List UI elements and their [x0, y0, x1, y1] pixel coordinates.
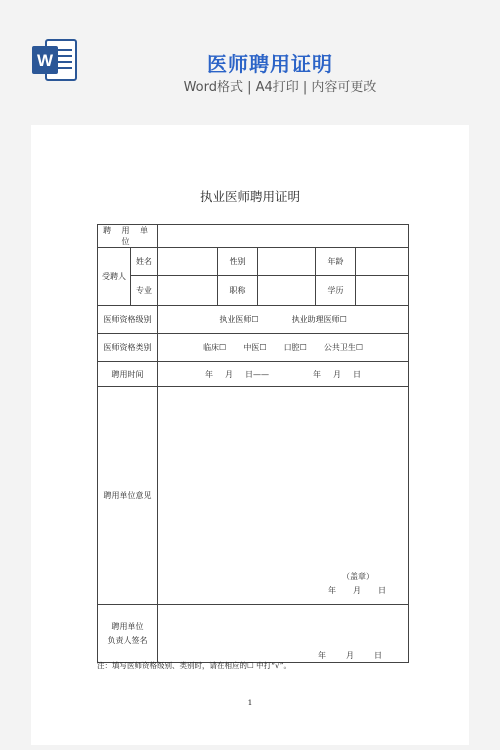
field-position[interactable]: [258, 276, 316, 306]
label-position: 职称: [218, 276, 258, 306]
label-employer-opinion: 聘用单位意见: [98, 387, 158, 605]
option-practicing-physician[interactable]: 执业医师☐: [219, 315, 259, 324]
label-qualification-type: 医师资格类别: [98, 334, 158, 362]
field-qualification-level[interactable]: [158, 306, 409, 334]
option-clinical[interactable]: 临床☐: [203, 343, 227, 352]
label-education: 学历: [316, 276, 356, 306]
label-qualification-level: 医师资格级别: [98, 306, 158, 334]
field-hire-time[interactable]: 年 月 日—— 年 月 日: [158, 362, 409, 387]
field-employer-opinion[interactable]: （盖章） 年 月 日: [158, 387, 409, 605]
option-tcm[interactable]: 中医☐: [243, 343, 267, 352]
field-age[interactable]: [356, 248, 409, 276]
option-public-health[interactable]: 公共卫生☐: [323, 343, 364, 352]
label-age: 年龄: [316, 248, 356, 276]
word-document-icon: [32, 38, 78, 82]
field-qualification-type[interactable]: [158, 334, 409, 362]
option-dental[interactable]: 口腔☐: [283, 343, 307, 352]
page-header: [0, 0, 500, 120]
employment-form-table: [97, 224, 409, 663]
document-page: [31, 125, 469, 745]
field-employer[interactable]: [158, 225, 409, 248]
label-hired-person: 受聘人: [98, 248, 131, 306]
page-title: 医师聘用证明: [207, 52, 333, 76]
svg-text:W: W: [36, 51, 54, 70]
label-specialty: 专业: [131, 276, 158, 306]
page-subtitle: Word格式 | A4打印 | 内容可更改: [183, 80, 377, 95]
option-assistant-physician[interactable]: 执业助理医师☐: [291, 315, 347, 324]
page-number: 1: [247, 698, 253, 707]
seal-label: （盖章）: [342, 572, 375, 581]
label-name: 姓名: [131, 248, 158, 276]
label-hire-time: 聘用时间: [98, 362, 158, 387]
label-gender: 性别: [218, 248, 258, 276]
field-gender[interactable]: [258, 248, 316, 276]
label-signature: 聘用单位 负责人签名: [98, 605, 158, 663]
field-signature[interactable]: 年 月 日: [158, 605, 409, 663]
field-name[interactable]: [158, 248, 218, 276]
form-note: 注：填写医师资格级别、类别时，请在相应的☐ 中打“√”。: [97, 661, 292, 670]
field-specialty[interactable]: [158, 276, 218, 306]
label-employer: 聘 用 单 位: [98, 225, 158, 248]
field-education[interactable]: [356, 276, 409, 306]
document-title: 执业医师聘用证明: [199, 189, 300, 204]
